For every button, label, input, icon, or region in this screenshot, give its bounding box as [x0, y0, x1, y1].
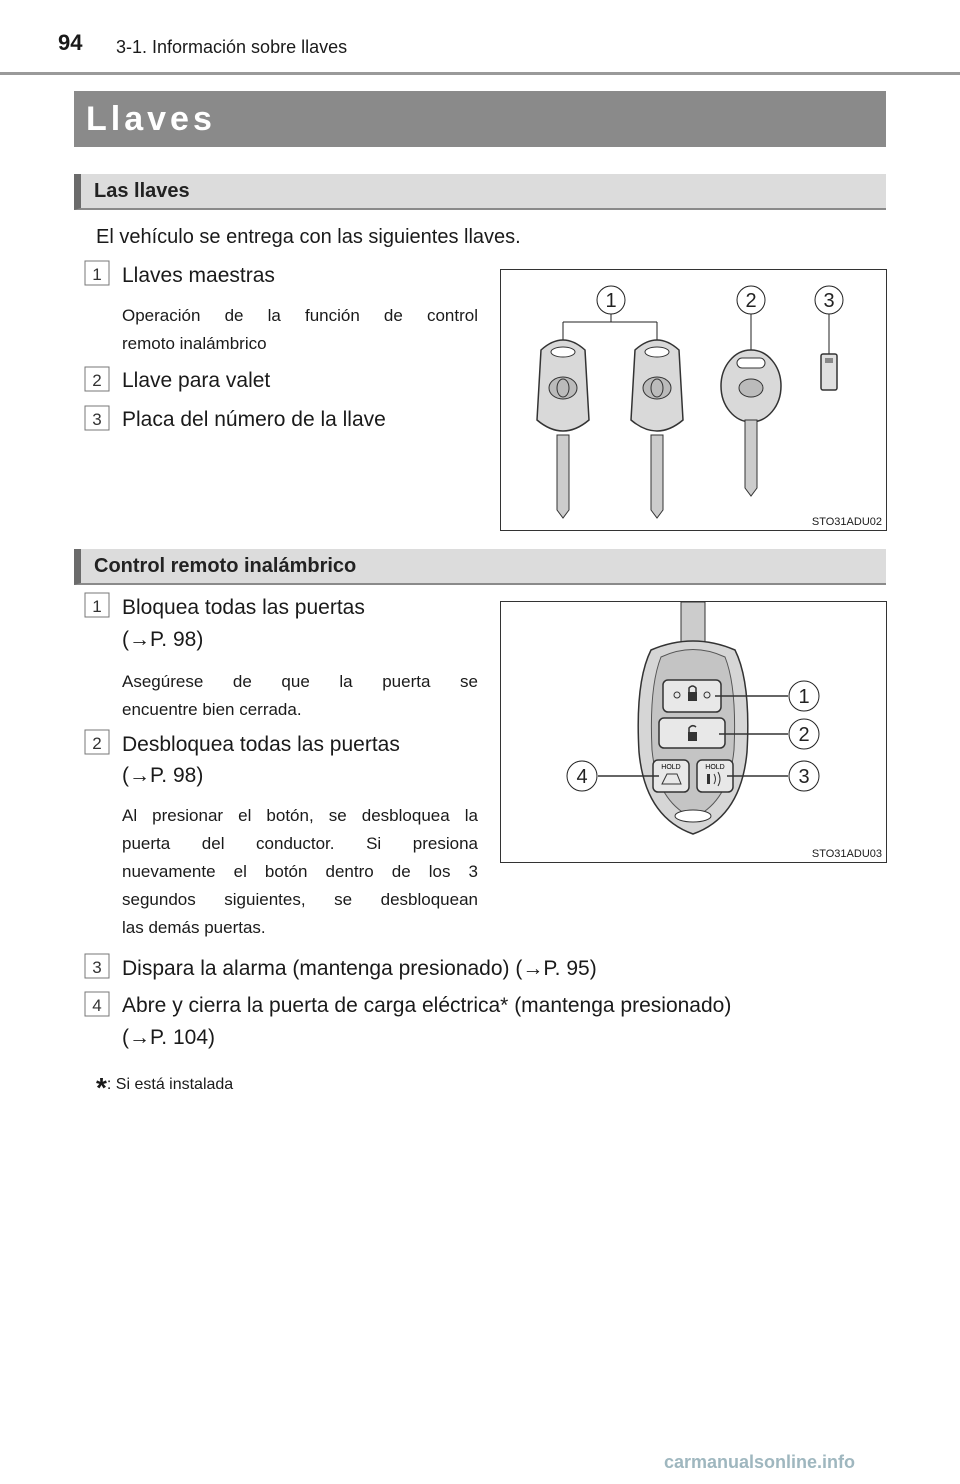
note-line: segundos siguientes, se desbloquean [122, 890, 478, 909]
key-item-2-label: Llave para valet [122, 369, 271, 392]
remote-item-1-ref: (→P. 98) [122, 628, 204, 651]
remote-item-3-label: Dispara la alarma (mantenga presionado) (→P. 95) [122, 957, 597, 980]
remote-item-4-label: Abre y cierra la puerta de carga eléctrica* (mantenga presionado) [122, 994, 732, 1017]
footnote-star: * [96, 1072, 107, 1103]
svg-text:3: 3 [798, 766, 810, 788]
remote-item-2-note [122, 802, 478, 942]
footnote [96, 1064, 234, 1103]
svg-text:3: 3 [92, 958, 102, 977]
page-title: Llaves [86, 100, 216, 138]
key-item-3-label: Placa del número de la llave [122, 408, 386, 431]
remote-item-2-ref: (→P. 98) [122, 764, 204, 787]
key-item-1-note-line2: remoto inalámbrico [122, 334, 267, 353]
header-rule [0, 72, 960, 75]
note-line: puerta del conductor. Si presiona [122, 834, 478, 853]
chapter-title: 3-1. Información sobre llaves [116, 37, 348, 57]
figure-code: STO31ADU03 [811, 848, 882, 860]
number-1-icon [84, 592, 110, 618]
svg-text:2: 2 [92, 371, 102, 390]
number-2-icon [84, 729, 110, 755]
svg-text:2: 2 [798, 724, 810, 746]
note-line: nuevamente el botón dentro de los 3 [122, 862, 478, 881]
svg-text:1: 1 [798, 686, 810, 708]
figure-code: STO31ADU02 [811, 516, 882, 528]
title-bar [74, 91, 886, 147]
svg-text:4: 4 [576, 766, 588, 788]
note-line: Asegúrese de que la puerta se [122, 672, 478, 691]
svg-text:4: 4 [92, 996, 102, 1015]
svg-text:HOLD: HOLD [661, 764, 681, 771]
page-number: 94 [58, 30, 83, 55]
note-line: encuentre bien cerrada. [122, 700, 302, 719]
watermark: carmanualsonline.info [664, 1452, 856, 1472]
intro-text: El vehículo se entrega con las siguientes llaves. [96, 226, 521, 248]
key-item-1-label: Llaves maestras [122, 264, 275, 287]
number-1-icon [84, 260, 110, 286]
svg-text:3: 3 [92, 410, 102, 429]
key-number-plate-icon [821, 354, 837, 390]
remote-item-1-label: Bloquea todas las puertas [122, 596, 365, 619]
section-heading-text: Control remoto inalámbrico [94, 555, 357, 577]
keys-figure [500, 269, 887, 531]
valet-key-icon [721, 350, 781, 496]
svg-text:1: 1 [605, 290, 617, 312]
remote-item-2-label: Desbloquea todas las puertas [122, 733, 400, 756]
remote-item-1-note [122, 668, 478, 724]
key-item-1-note [122, 302, 478, 358]
number-2-icon [84, 366, 110, 392]
remote-item-4-ref: (→P. 104) [122, 1026, 215, 1049]
svg-text:2: 2 [92, 734, 102, 753]
note-line: las demás puertas. [122, 918, 266, 937]
note-line: Al presionar el botón, se desbloquea la [122, 806, 478, 825]
remote-figure [500, 601, 887, 863]
section-heading-keys [74, 174, 886, 210]
svg-text:1: 1 [92, 597, 102, 616]
remote-illustration [501, 602, 886, 862]
number-3-icon [84, 405, 110, 431]
master-key-icon [537, 340, 589, 518]
svg-text:HOLD: HOLD [705, 764, 725, 771]
svg-text:2: 2 [745, 290, 757, 312]
footnote-text: : Si está instalada [106, 1076, 234, 1093]
key-item-1-note-line1: Operación de la función de control [122, 306, 478, 325]
section-heading-remote [74, 549, 886, 585]
number-3-icon [84, 953, 110, 979]
section-heading-text: Las llaves [94, 180, 190, 202]
svg-text:3: 3 [823, 290, 835, 312]
master-key-icon [631, 340, 683, 518]
keys-illustration [501, 270, 886, 530]
svg-text:1: 1 [92, 265, 102, 284]
number-4-icon [84, 991, 110, 1017]
